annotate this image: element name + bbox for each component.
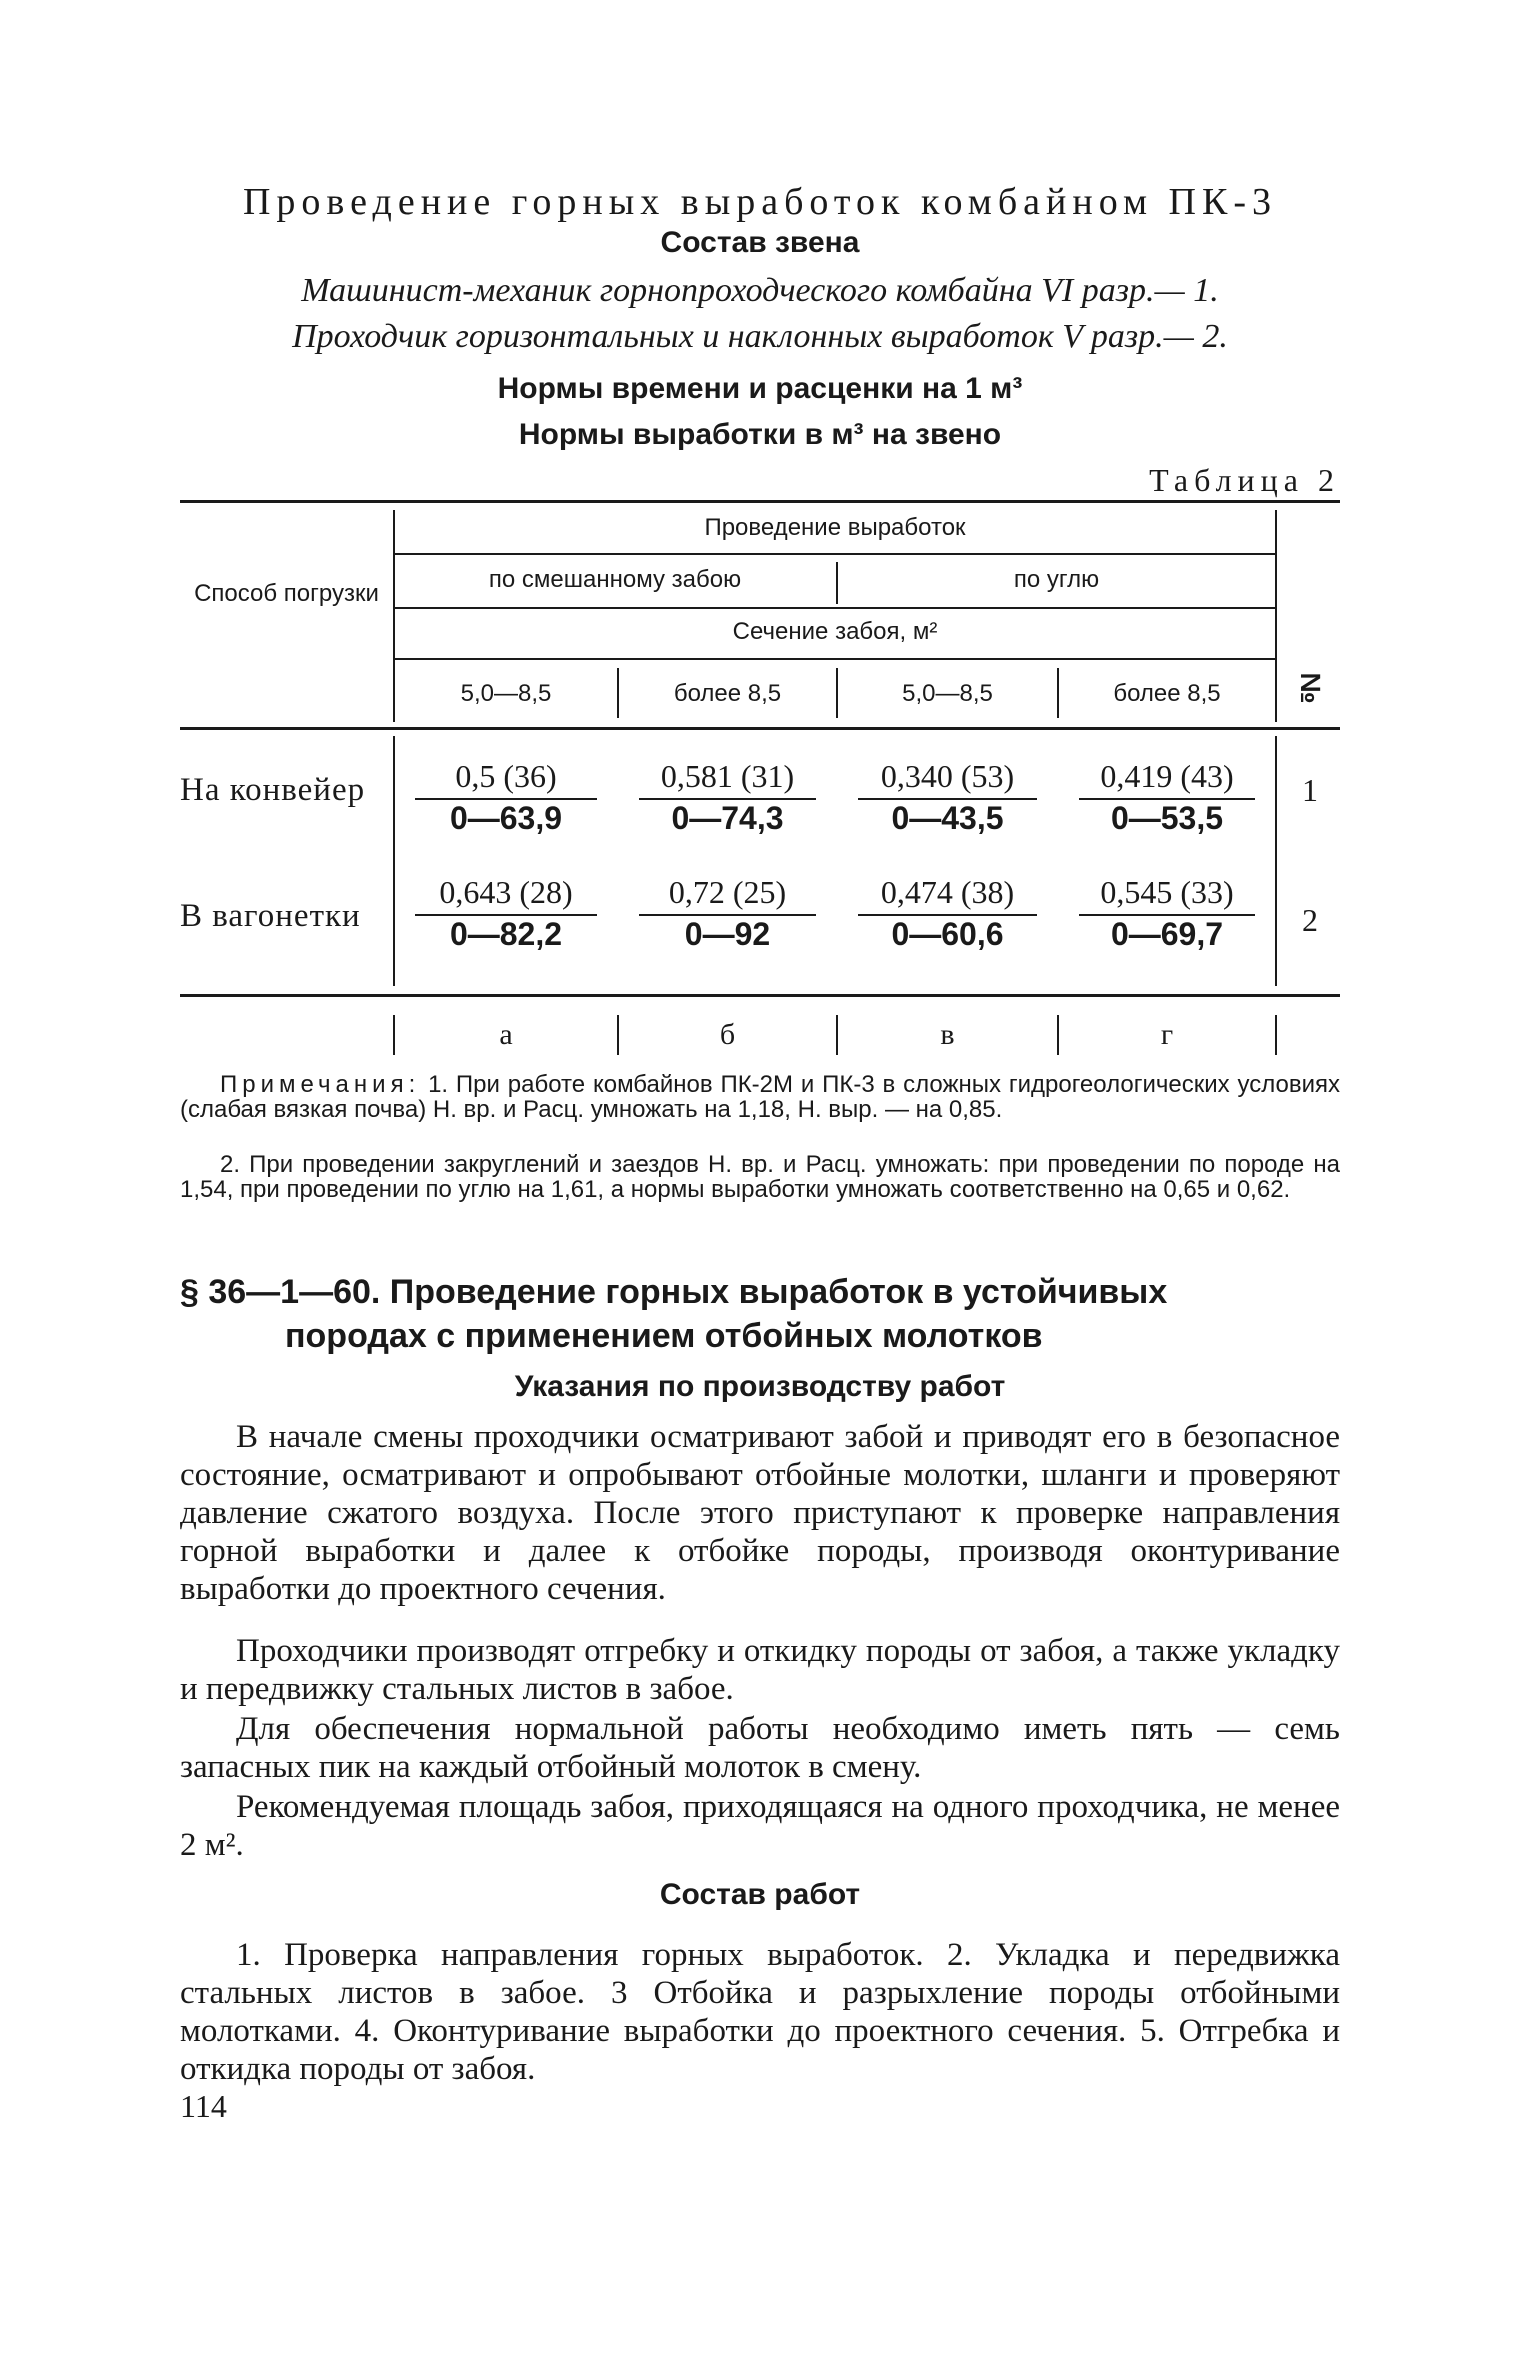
norms-line-2: Нормы выработки в м³ на звено <box>518 418 1002 451</box>
table-top-rule <box>180 500 1340 503</box>
row-label: В вагонетки <box>180 898 361 934</box>
paragraph-text: В начале смены проходчики осматривают забой и приводят его в безопасное состояние, осматривают и опробывают отбойные молотки, шланги и проверяют давление сжатого воздуха. После этого приступают к проверке направления горной выработки и далее к отбойке породы, производя оконтуривание выработки до проектного сечения. <box>180 1419 1340 1607</box>
cell-value: 0,545 (33) <box>1100 874 1234 910</box>
row-label: На конвейер <box>180 772 366 808</box>
cell-norm: 0—60,6 <box>891 916 1004 952</box>
table-label: Таблица 2 <box>1149 462 1340 498</box>
notes-label: Примечания: <box>220 1071 421 1098</box>
table-line <box>395 607 1275 609</box>
cell-norm: 0—74,3 <box>671 800 784 836</box>
cell-value: 0,5 (36) <box>455 758 557 794</box>
section-heading-1: § 36—1—60. Проведение горных выработок в устойчивых <box>180 1273 1168 1311</box>
crew-line-2: Проходчик горизонтальных и наклонных выработок V разр.— 2. <box>292 318 1228 355</box>
column-letter: а <box>499 1018 513 1051</box>
instructions-heading: Указания по производству работ <box>514 1370 1006 1403</box>
cell-norm: 0—43,5 <box>891 800 1004 836</box>
cell-value: 0,643 (28) <box>439 874 573 910</box>
sub-header-mixed: по смешанному забою <box>488 566 742 593</box>
work-text <box>180 1936 1340 2088</box>
norms-line-1: Нормы времени и расценки на 1 м³ <box>497 372 1023 405</box>
column-letter: б <box>719 1018 736 1051</box>
table-line <box>395 553 1275 555</box>
cell-value: 0,419 (43) <box>1100 758 1234 794</box>
note-2 <box>180 1152 1340 1202</box>
page-title: Проведение горных выработок комбайном ПК-3 <box>242 181 1277 223</box>
paragraph-text: Проходчики производят отгребку и откидку породы от забоя, а также укладку и передвижку стальных листов в забое. <box>180 1633 1340 1707</box>
paragraph <box>180 1418 1340 1608</box>
cell-norm: 0—63,9 <box>449 800 563 836</box>
cell-value: 0,474 (38) <box>880 874 1015 910</box>
cell-norm: 0—92 <box>684 916 771 952</box>
crew-line-1: Машинист-механик горнопроходческого комбайна VI разр.— 1. <box>301 272 1219 309</box>
column-letter: г <box>1160 1018 1174 1051</box>
paragraph <box>180 1788 1340 1864</box>
table-line <box>1275 510 1277 722</box>
row-number: 2 <box>1302 902 1318 938</box>
note-2-text: 2. При проведении закруглений и заездов Н. вр. и Расц. умножать: при проведении по породе на 1,54, при проведении по углю на 1,61, а нормы выработки умножать соответственно на 0,65 и 0,62. <box>180 1151 1340 1203</box>
cell-value: 0,72 (25) <box>668 874 787 910</box>
column-header: 5,0—8,5 <box>460 680 552 707</box>
paragraph-text: Для обеспечения нормальной работы необходимо иметь пять — семь запасных пик на каждый отбойный молоток в смену. <box>180 1711 1340 1785</box>
section-header: Сечение забоя, м² <box>732 618 938 645</box>
stub-header: Способ погрузки <box>194 580 379 607</box>
note-1 <box>180 1072 1340 1122</box>
row-number: 1 <box>1302 772 1318 808</box>
column-header: более 8,5 <box>1113 680 1221 707</box>
column-letter: в <box>940 1018 955 1051</box>
sub-header-coal: по углю <box>1013 566 1100 593</box>
page-number: 114 <box>180 2088 227 2124</box>
work-heading: Состав работ <box>659 1878 861 1911</box>
paragraph-text: Рекомендуемая площадь забоя, приходящаяся на одного проходчика, не менее 2 м². <box>180 1789 1340 1863</box>
table-line <box>1275 1015 1277 1055</box>
paragraph <box>180 1710 1340 1786</box>
norms-table <box>180 500 1340 1060</box>
section-heading-2: породах с применением отбойных молотков <box>285 1317 1043 1355</box>
crew-heading: Состав звена <box>660 226 860 259</box>
cell-value: 0,340 (53) <box>880 758 1015 794</box>
table-line <box>395 658 1275 660</box>
table-line <box>180 727 1340 730</box>
note-1-text: 1. При работе комбайнов ПК-2М и ПК-3 в сложных гидрогеологических условиях (слабая вязкая почва) Н. вр. и Расц. умножать на 1,18, Н. выр. — на 0,85. <box>180 1071 1340 1123</box>
num-header: № <box>1295 672 1326 704</box>
table-line <box>1275 736 1277 986</box>
cell-norm: 0—53,5 <box>1110 800 1224 836</box>
cell-norm: 0—69,7 <box>1110 916 1224 952</box>
paragraph <box>180 1632 1340 1708</box>
column-header: более 8,5 <box>673 680 782 707</box>
cell-norm: 0—82,2 <box>449 916 563 952</box>
group-header: Проведение выработок <box>704 514 966 541</box>
column-header: 5,0—8,5 <box>902 680 993 707</box>
work-text-content: 1. Проверка направления горных выработок. 2. Укладка и передвижка стальных листов в забое. 3 Отбойка и разрыхление породы отбойными молотками. 4. Оконтуривание выработки до проектного сечения. 5. Отгребка и откидка породы от забоя. <box>180 1937 1340 2087</box>
table-bottom-rule <box>180 994 1340 997</box>
cell-value: 0,581 (31) <box>660 758 795 794</box>
